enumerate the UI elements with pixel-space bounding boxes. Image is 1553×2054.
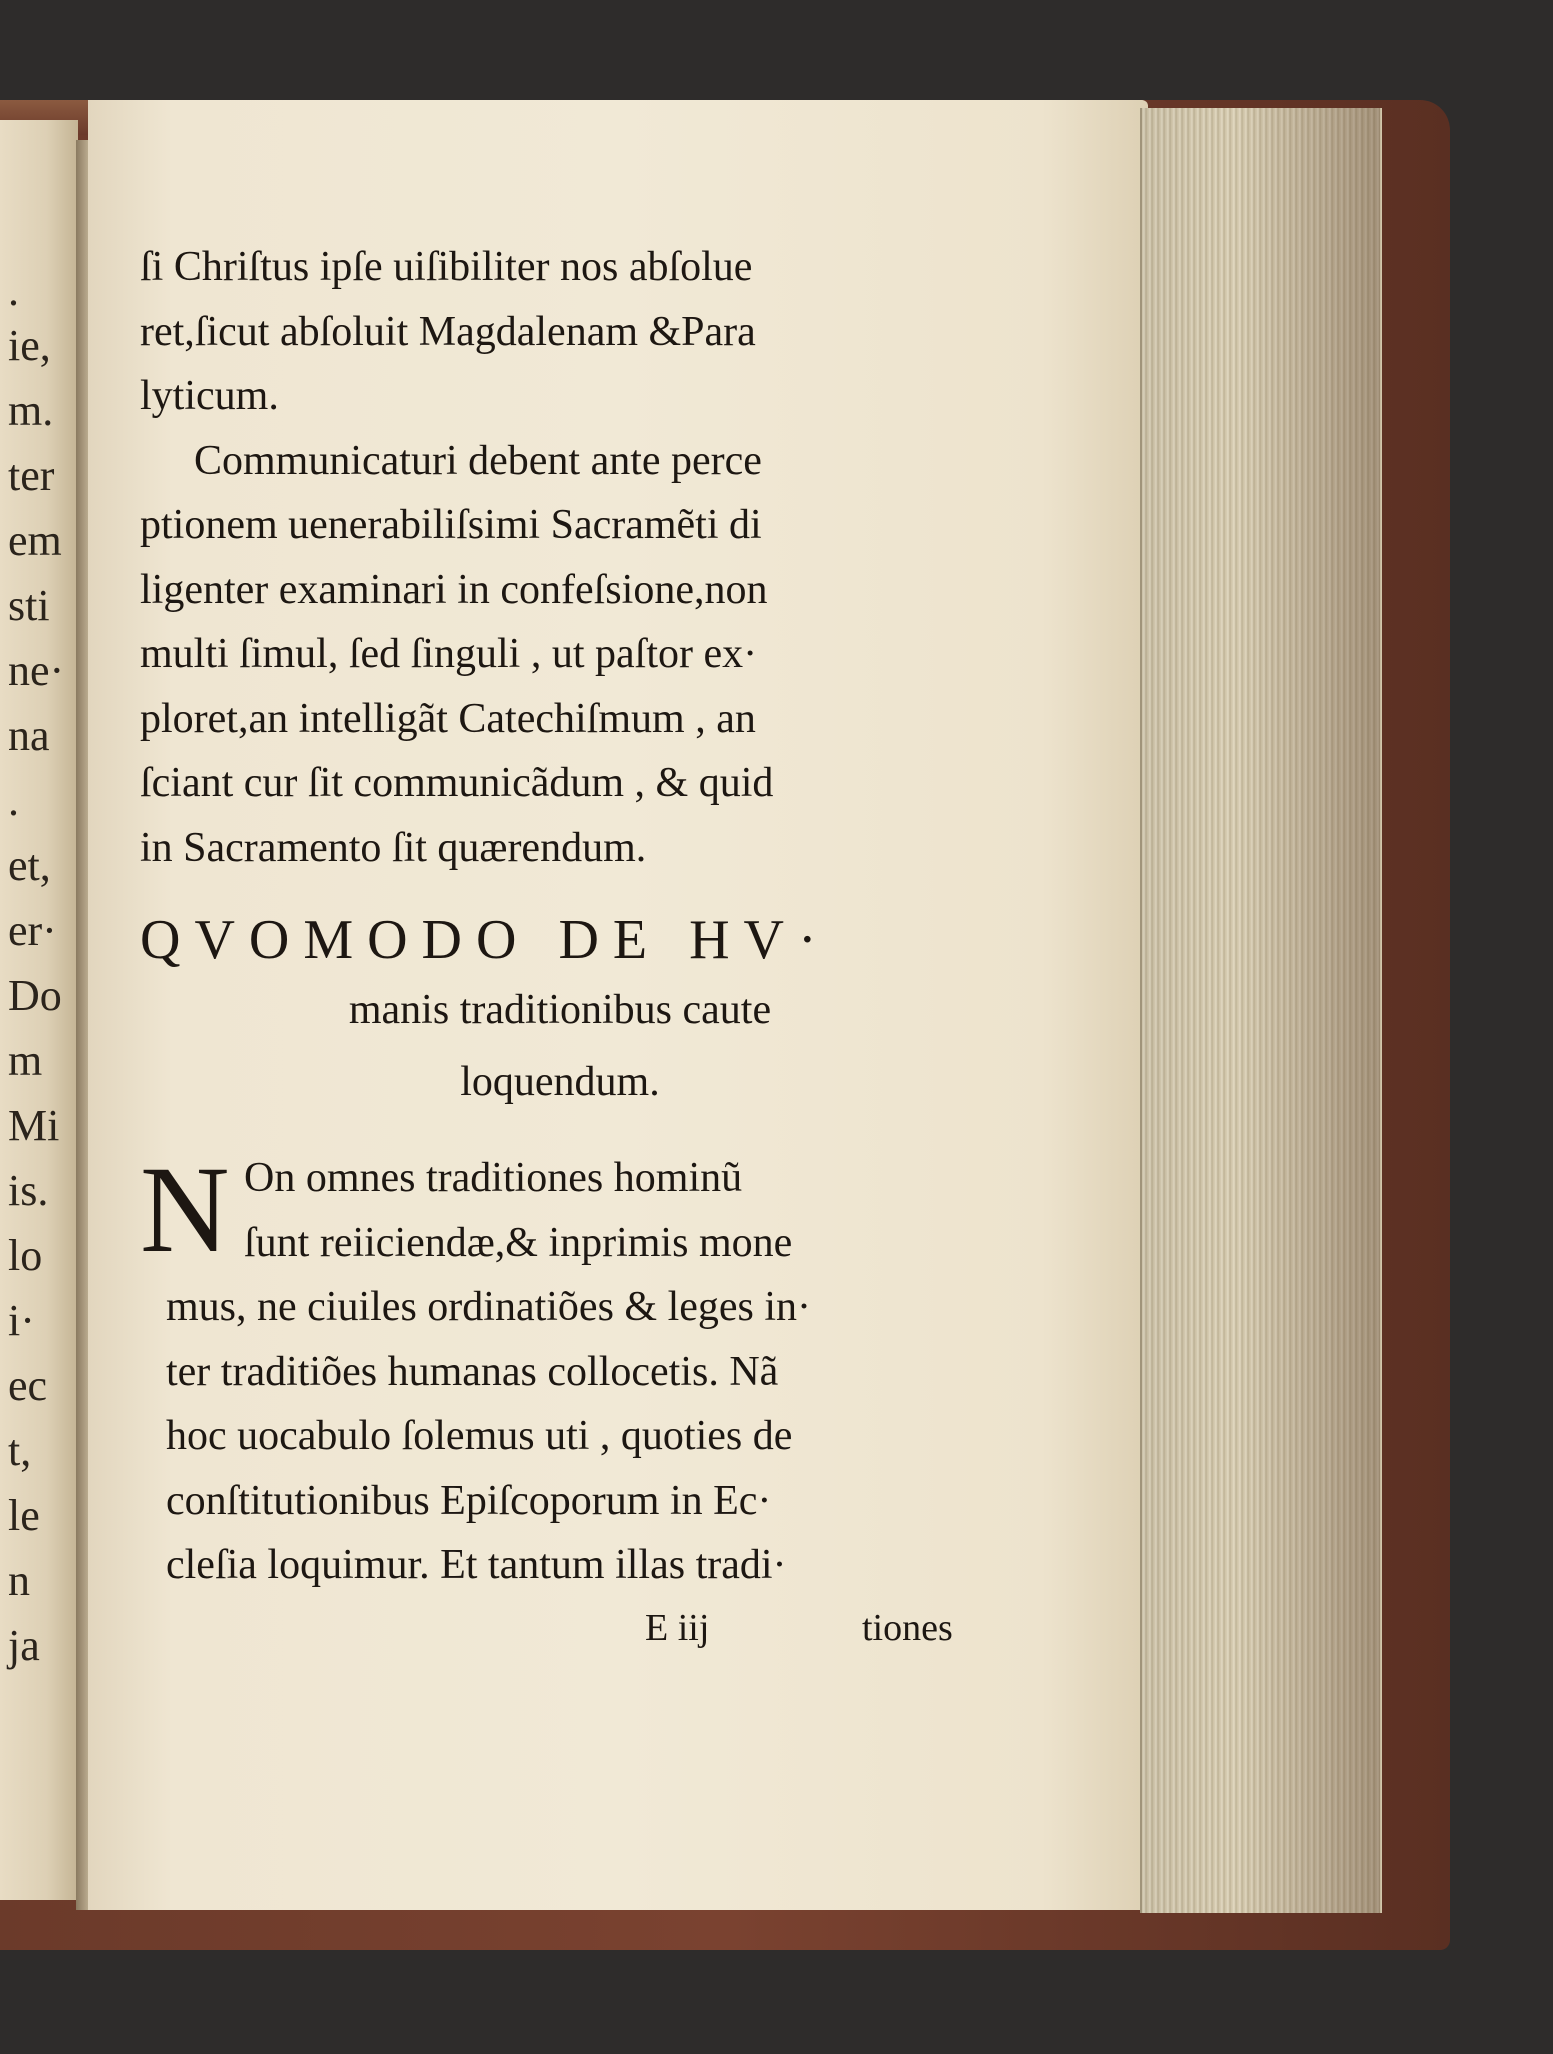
text-line: ſciant cur ſit communicãdum , & quid bbox=[140, 760, 774, 806]
section-subheading: loquendum. bbox=[460, 1059, 660, 1105]
page-text bbox=[140, 235, 980, 1658]
left-fragment: er· bbox=[8, 906, 57, 955]
section-heading: QVOMODO DE HV· bbox=[140, 909, 831, 971]
left-fragment: i· bbox=[8, 1296, 35, 1345]
left-fragment: sti bbox=[8, 581, 50, 630]
left-fragment: . bbox=[8, 776, 19, 825]
left-fragment: em bbox=[8, 516, 62, 565]
drop-cap: N bbox=[140, 1141, 230, 1278]
page-edges-shadow bbox=[1140, 108, 1380, 1913]
text-line: ploret,an intelligãt Catechiſmum , an bbox=[140, 695, 756, 742]
text-line: ter traditiões humanas collocetis. Nã bbox=[166, 1348, 779, 1395]
left-fragment: is. bbox=[8, 1166, 49, 1215]
text-line: in Sacramento ſit quærendum. bbox=[140, 824, 647, 871]
left-fragment: m. bbox=[8, 386, 54, 435]
text-line: ret,ſicut abſoluit Magdalenam &Para bbox=[140, 308, 756, 355]
text-line: Communicaturi debent ante perce bbox=[194, 437, 762, 484]
left-fragment: n bbox=[8, 1556, 30, 1605]
text-line: On omnes traditiones hominũ bbox=[244, 1155, 743, 1201]
left-fragment: ie, bbox=[8, 321, 51, 370]
left-fragment: t, bbox=[8, 1426, 32, 1475]
section-subheading: manis traditionibus caute bbox=[348, 987, 772, 1033]
left-fragment: Do bbox=[8, 971, 62, 1020]
paragraph-1 bbox=[140, 235, 980, 429]
left-fragment: ne· bbox=[8, 646, 65, 695]
paragraph-2 bbox=[140, 429, 980, 881]
page-footer bbox=[140, 1598, 980, 1658]
text-line: mus, ne ciuiles ordinatiões & leges in· bbox=[166, 1284, 812, 1330]
left-fragment: le bbox=[8, 1491, 40, 1540]
left-fragment: ter bbox=[8, 451, 55, 500]
text-line: hoc uocabulo ſolemus uti , quoties de bbox=[166, 1413, 793, 1459]
text-line: cleſia loquimur. Et tantum illas tradi· bbox=[166, 1542, 787, 1588]
text-line: ptionem uenerabiliſsimi Sacramẽti di bbox=[140, 502, 762, 548]
left-fragment: et, bbox=[8, 841, 51, 890]
text-line: ſi Chriſtus ipſe uiſibiliter nos abſolue bbox=[140, 244, 753, 290]
left-fragment: na bbox=[8, 711, 50, 760]
text-line: conſtitutionibus Epiſcoporum in Ec· bbox=[166, 1477, 772, 1524]
left-fragment: ja bbox=[8, 1621, 40, 1670]
text-line: ligenter examinari in confeſsione,non bbox=[140, 566, 768, 613]
left-fragment: m bbox=[8, 1036, 43, 1085]
left-fragment: . bbox=[8, 266, 19, 315]
left-fragment: ec bbox=[8, 1361, 48, 1410]
catchword: tiones bbox=[862, 1606, 953, 1649]
paragraph-3 bbox=[140, 1141, 980, 1598]
text-line: lyticum. bbox=[140, 373, 279, 419]
left-fragment: lo bbox=[8, 1231, 43, 1280]
left-page bbox=[0, 120, 78, 1900]
signature-mark: E iij bbox=[645, 1606, 710, 1649]
text-line: ſunt reiiciendæ,& inprimis mone bbox=[244, 1219, 793, 1266]
text-line: multi ſimul, ſed ſinguli , ut paſtor ex· bbox=[140, 631, 758, 677]
left-fragment: Mi bbox=[8, 1101, 60, 1150]
